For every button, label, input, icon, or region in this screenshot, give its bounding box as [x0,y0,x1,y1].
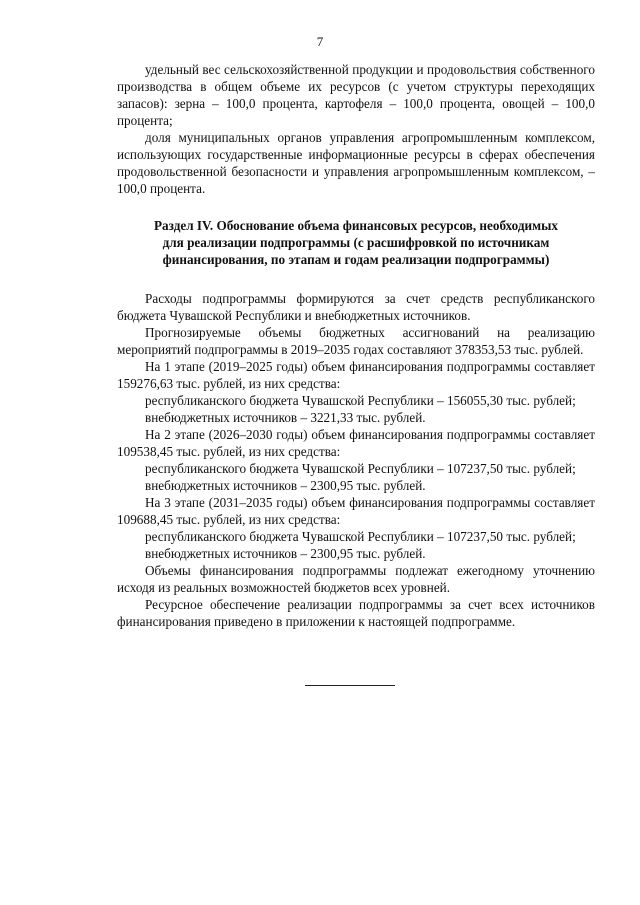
paragraph: Объемы финансирования подпрограммы подлежат ежегодному уточнению исходя из реальных возможностей бюджетов всех уровней. [117,563,595,595]
paragraph: На 3 этапе (2031–2035 годы) объем финансирования подпрограммы составляет 109688,45 тыс. рублей, из них средства: [117,495,595,527]
paragraph: доля муниципальных органов управления агропромышленным комплексом, использующих государственные информационные ресурсы в сферах обеспечения продовольственной безопасности и управления агропромышленным комплексом, – 100,0 процента. [117,130,595,196]
paragraph: Прогнозируемые объемы бюджетных ассигнований на реализацию мероприятий подпрограммы в 2019–2035 годах составляют 378353,53 тыс. рублей. [117,325,595,357]
section-heading-line: финансирования, по этапам и годам реализации подпрограммы) [162,252,550,267]
end-separator-line [305,685,395,686]
paragraph: внебюджетных источников – 3221,33 тыс. рублей. [145,410,426,425]
paragraph: Расходы подпрограммы формируются за счет средств республиканского бюджета Чувашской Республики и внебюджетных источников. [117,291,595,323]
paragraph: республиканского бюджета Чувашской Республики – 107237,50 тыс. рублей; [145,529,576,544]
section-heading [117,217,595,268]
document-body [117,61,595,630]
page-number: 7 [316,34,324,49]
paragraph: республиканского бюджета Чувашской Республики – 156055,30 тыс. рублей; [145,393,576,408]
section-heading-line: для реализации подпрограммы (с расшифровкой по источникам [162,235,550,250]
paragraph: республиканского бюджета Чувашской Республики – 107237,50 тыс. рублей; [145,461,576,476]
paragraph: внебюджетных источников – 2300,95 тыс. рублей. [145,546,426,561]
paragraph: На 2 этапе (2026–2030 годы) объем финансирования подпрограммы составляет 109538,45 тыс. рублей, из них средства: [117,427,595,459]
paragraph: Ресурсное обеспечение реализации подпрограммы за счет всех источников финансирования приведено в приложении к настоящей подпрограмме. [117,597,595,629]
paragraph: удельный вес сельскохозяйственной продукции и продовольствия собственного производства в общем объеме их ресурсов (с учетом структуры переходящих запасов): зерна – 100,0 процента, картофеля – 100,0 процента, овощей – 100,0 процента; [117,62,595,128]
paragraph: На 1 этапе (2019–2025 годы) объем финансирования подпрограммы составляет 159276,63 тыс. рублей, из них средства: [117,359,595,391]
section-heading-line: Раздел IV. Обоснование объема финансовых ресурсов, необходимых [153,218,559,233]
paragraph: внебюджетных источников – 2300,95 тыс. рублей. [145,478,426,493]
